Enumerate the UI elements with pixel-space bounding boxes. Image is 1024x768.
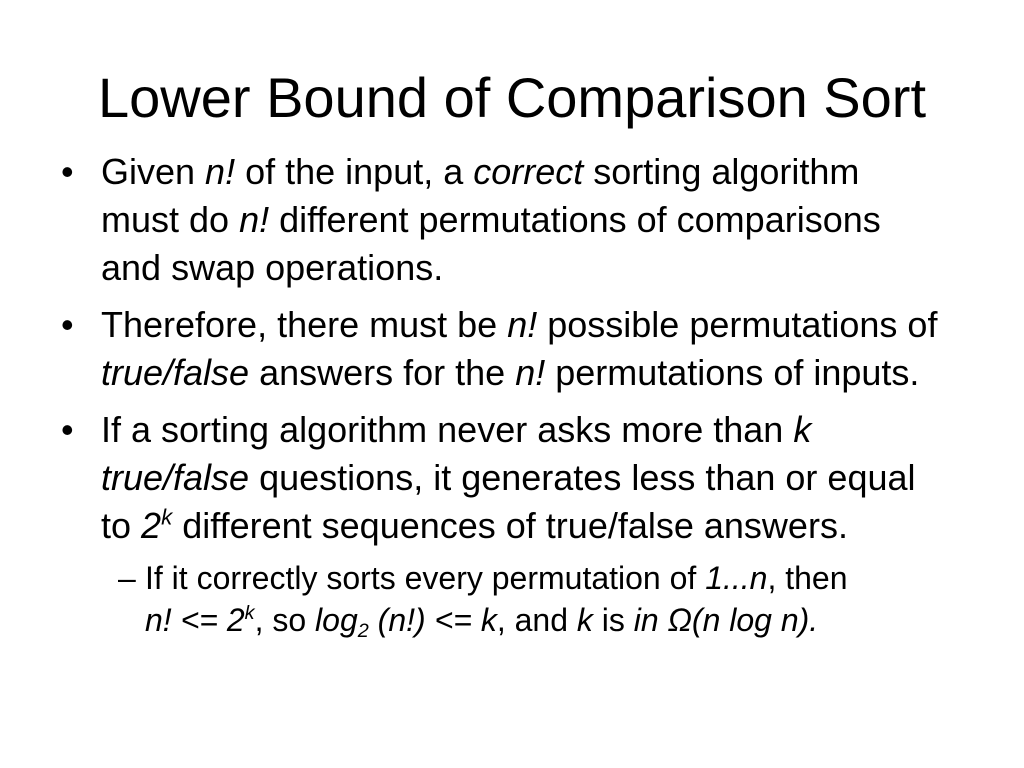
bullet-text: possible permutations of (537, 304, 938, 345)
sub-bullet-text-italic: (n!) <= k (368, 602, 497, 638)
bullet-text-italic: k (793, 409, 812, 450)
bullet-text-italic: n! (205, 151, 236, 192)
bullet-text-italic: 2 (141, 505, 162, 546)
sub-bullet-line (145, 557, 848, 599)
bullet-line (101, 502, 916, 550)
sub-bullet-text-italic: in Ω(n log n). (633, 602, 819, 638)
bullet-marker: • (61, 151, 74, 192)
bullet-line (101, 406, 916, 454)
sub-bullet-text: , so (254, 602, 316, 638)
sub-bullet-text-italic: n! <= 2 (145, 602, 245, 638)
bullet-line (101, 196, 881, 244)
bullet-text: to (101, 505, 142, 546)
superscript-exponent: k (244, 602, 255, 625)
sub-bullet-text-italic: log (315, 602, 358, 638)
bullet-text: questions, it generates less than or equal (249, 457, 916, 498)
bullet-text: different permutations of comparisons (269, 199, 881, 240)
sub-bullet-line (145, 599, 848, 641)
bullet-line (101, 148, 881, 196)
bullet-text-italic: true/false (101, 352, 250, 393)
subscript-base: 2 (357, 619, 369, 642)
bullet-text: sorting algorithm (583, 151, 860, 192)
bullet-text-italic: n! (239, 199, 270, 240)
sub-bullet-item (118, 557, 848, 642)
bullet-text: Given (101, 151, 206, 192)
bullet-item (61, 148, 881, 292)
bullet-line (101, 301, 937, 349)
sub-bullet-text: , and (496, 602, 577, 638)
bullet-text: permutations of inputs. (545, 352, 920, 393)
bullet-marker: • (61, 409, 74, 450)
bullet-marker: • (61, 304, 74, 345)
slide-title: Lower Bound of Comparison Sort (98, 66, 926, 129)
bullet-text: and swap operations. (101, 247, 444, 288)
bullet-line (101, 454, 916, 502)
bullet-text: of the input, a (235, 151, 474, 192)
bullet-item (61, 406, 916, 642)
bullet-text: different sequences of true/false answers. (172, 505, 848, 546)
sub-bullet-text: is (592, 602, 634, 638)
bullet-text-italic: correct (473, 151, 584, 192)
superscript-exponent: k (161, 504, 173, 530)
bullet-text-italic: true/false (101, 457, 250, 498)
bullet-line (101, 349, 937, 397)
bullet-line (101, 244, 881, 292)
bullet-text: answers for the (249, 352, 516, 393)
sub-bullet-text-italic: 1...n (705, 560, 768, 596)
sub-bullet-text: , then (767, 560, 848, 596)
bullet-text-italic: n! (515, 352, 546, 393)
bullet-item (61, 301, 938, 397)
bullet-text: must do (101, 199, 240, 240)
bullet-text: If a sorting algorithm never asks more than (101, 409, 794, 450)
bullet-text: Therefore, there must be (101, 304, 508, 345)
sub-bullet-text: If it correctly sorts every permutation of (145, 560, 706, 596)
sub-bullet-text-italic: k (576, 602, 593, 638)
bullet-text-italic: n! (507, 304, 538, 345)
sub-bullet-marker: – (118, 560, 136, 596)
